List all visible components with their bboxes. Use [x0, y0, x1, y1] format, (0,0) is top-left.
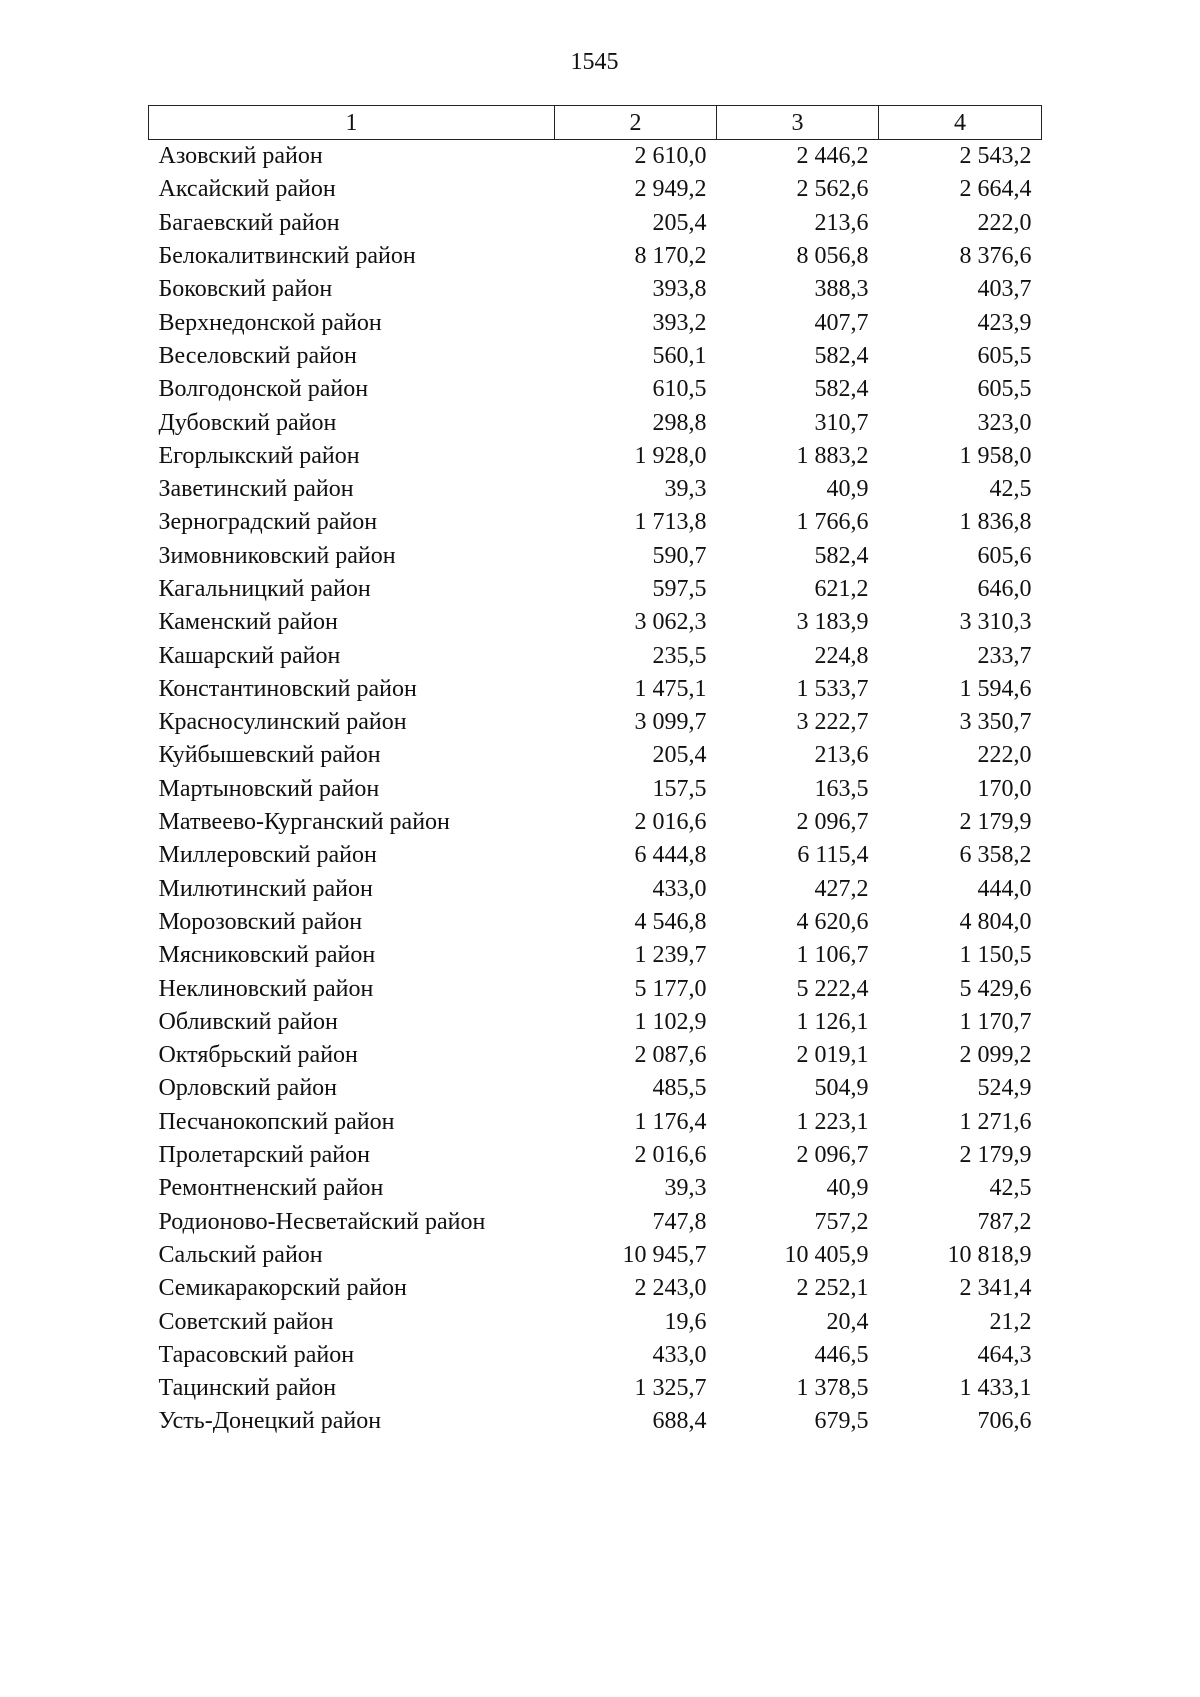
value-col-4: 21,2 — [989, 1308, 1032, 1335]
value-col-2: 39,3 — [664, 476, 707, 503]
district-name: Константиновский район — [158, 675, 417, 702]
district-name: Азовский район — [158, 143, 323, 170]
table-row — [149, 207, 1042, 240]
district-name: Милютинский район — [158, 875, 373, 902]
value-col-2: 4 546,8 — [634, 908, 707, 935]
table-row — [149, 1339, 1042, 1372]
value-col-3: 582,4 — [814, 542, 869, 569]
value-col-3: 40,9 — [826, 1175, 869, 1202]
value-col-4: 605,6 — [977, 542, 1032, 569]
value-col-3: 163,5 — [814, 775, 869, 802]
value-col-2: 3 099,7 — [634, 709, 707, 736]
value-col-3: 213,6 — [814, 742, 869, 769]
table-row — [149, 273, 1042, 306]
value-col-3: 1 106,7 — [796, 942, 869, 969]
value-col-2: 5 177,0 — [634, 975, 707, 1002]
value-col-3: 3 183,9 — [796, 609, 869, 636]
value-col-4: 464,3 — [977, 1341, 1032, 1368]
table-row — [149, 1006, 1042, 1039]
value-col-2: 485,5 — [652, 1075, 707, 1102]
value-col-4: 2 543,2 — [959, 143, 1032, 170]
district-name: Тарасовский район — [158, 1341, 355, 1368]
value-col-3: 20,4 — [826, 1308, 869, 1335]
district-name: Неклиновский район — [158, 975, 374, 1002]
value-col-4: 323,0 — [977, 409, 1032, 436]
district-name: Советский район — [158, 1308, 334, 1335]
column-header-3: 3 — [717, 106, 879, 140]
district-name: Орловский район — [158, 1075, 338, 1102]
value-col-3: 1 378,5 — [796, 1375, 869, 1402]
value-col-3: 2 019,1 — [796, 1042, 869, 1069]
value-col-4: 403,7 — [977, 276, 1032, 303]
value-col-2: 2 610,0 — [634, 143, 707, 170]
value-col-4: 524,9 — [977, 1075, 1032, 1102]
value-col-4: 3 350,7 — [959, 709, 1032, 736]
district-name: Зерноградский район — [158, 509, 378, 536]
value-col-2: 393,8 — [652, 276, 707, 303]
value-col-3: 5 222,4 — [796, 975, 869, 1002]
value-col-4: 6 358,2 — [959, 842, 1032, 869]
table-row — [149, 306, 1042, 339]
value-col-3: 1 533,7 — [796, 675, 869, 702]
table-row — [149, 1172, 1042, 1205]
district-name: Заветинский район — [158, 476, 354, 503]
value-col-4: 222,0 — [977, 742, 1032, 769]
value-col-2: 3 062,3 — [634, 609, 707, 636]
district-name: Ремонтненский район — [158, 1175, 384, 1202]
value-col-3: 2 252,1 — [796, 1275, 869, 1302]
value-col-4: 10 818,9 — [947, 1241, 1032, 1268]
table-row — [149, 340, 1042, 373]
table-row — [149, 939, 1042, 972]
district-name: Белокалитвинский район — [158, 243, 416, 270]
table-row — [149, 1239, 1042, 1272]
value-col-3: 3 222,7 — [796, 709, 869, 736]
value-col-4: 1 170,7 — [959, 1008, 1032, 1035]
value-col-3: 213,6 — [814, 209, 869, 236]
table-header — [149, 106, 1042, 140]
table-row — [149, 506, 1042, 539]
value-col-4: 222,0 — [977, 209, 1032, 236]
district-name: Багаевский район — [158, 209, 340, 236]
district-name: Матвеево-Курганский район — [158, 809, 450, 836]
table-row — [149, 906, 1042, 939]
value-col-3: 1 883,2 — [796, 442, 869, 469]
district-name: Веселовский район — [158, 342, 357, 369]
value-col-4: 706,6 — [977, 1408, 1032, 1435]
value-col-2: 2 016,6 — [634, 1142, 707, 1169]
value-col-2: 393,2 — [652, 309, 707, 336]
table-row — [149, 406, 1042, 439]
table-row — [149, 773, 1042, 806]
value-col-2: 298,8 — [652, 409, 707, 436]
value-col-3: 582,4 — [814, 376, 869, 403]
district-name: Кашарский район — [158, 642, 341, 669]
value-col-2: 1 325,7 — [634, 1375, 707, 1402]
value-col-2: 560,1 — [652, 342, 707, 369]
value-col-3: 2 096,7 — [796, 1142, 869, 1169]
data-table — [148, 105, 1042, 1439]
district-name: Усть-Донецкий район — [158, 1408, 382, 1435]
value-col-2: 597,5 — [652, 576, 707, 602]
value-col-3: 427,2 — [814, 875, 869, 902]
value-col-4: 1 958,0 — [959, 442, 1032, 469]
value-col-2: 1 928,0 — [634, 442, 707, 469]
value-col-4: 4 804,0 — [959, 908, 1032, 935]
district-name: Морозовский район — [158, 908, 363, 935]
district-name: Каменский район — [158, 609, 338, 636]
value-col-2: 2 949,2 — [634, 176, 707, 203]
district-name: Тацинский район — [158, 1375, 337, 1402]
value-col-3: 1 126,1 — [796, 1008, 869, 1035]
table-row — [149, 972, 1042, 1005]
value-col-2: 590,7 — [652, 542, 707, 569]
table-row — [149, 140, 1042, 174]
table-row — [149, 540, 1042, 573]
value-col-4: 1 433,1 — [959, 1375, 1032, 1402]
table-row — [149, 706, 1042, 739]
value-col-3: 8 056,8 — [796, 243, 869, 270]
value-col-2: 1 475,1 — [634, 675, 707, 702]
value-col-3: 4 620,6 — [796, 908, 869, 935]
value-col-2: 19,6 — [664, 1308, 707, 1335]
value-col-2: 2 087,6 — [634, 1042, 707, 1069]
table-row — [149, 440, 1042, 473]
district-name: Родионово-Несветайский район — [158, 1208, 486, 1235]
district-name: Мясниковский район — [158, 942, 376, 969]
value-col-2: 1 176,4 — [634, 1108, 707, 1135]
value-col-4: 787,2 — [977, 1208, 1032, 1235]
district-name: Красносулинский район — [158, 709, 407, 736]
value-col-4: 2 099,2 — [959, 1042, 1032, 1069]
district-name: Дубовский район — [158, 409, 337, 436]
value-col-2: 2 243,0 — [634, 1275, 707, 1302]
value-col-2: 6 444,8 — [634, 842, 707, 869]
value-col-4: 444,0 — [977, 875, 1032, 902]
table-row — [149, 1206, 1042, 1239]
value-col-4: 5 429,6 — [959, 975, 1032, 1002]
header-row — [149, 106, 1042, 140]
table-row — [149, 806, 1042, 839]
value-col-2: 8 170,2 — [634, 243, 707, 270]
value-col-4: 8 376,6 — [959, 243, 1032, 270]
district-name: Пролетарский район — [158, 1142, 370, 1169]
district-name: Волгодонской район — [158, 376, 369, 403]
value-col-4: 170,0 — [977, 775, 1032, 802]
district-name: Зимовниковский район — [158, 542, 396, 569]
value-col-2: 39,3 — [664, 1175, 707, 1202]
district-name: Боковский район — [158, 276, 333, 303]
table-row — [149, 873, 1042, 906]
value-col-3: 224,8 — [814, 642, 869, 669]
table-row — [149, 1072, 1042, 1105]
value-col-3: 1 766,6 — [796, 509, 869, 536]
table-row — [149, 606, 1042, 639]
table-row — [149, 473, 1042, 506]
value-col-2: 10 945,7 — [622, 1241, 707, 1268]
value-col-3: 2 562,6 — [796, 176, 869, 203]
value-col-4: 605,5 — [977, 376, 1032, 403]
value-col-4: 1 150,5 — [959, 942, 1032, 969]
value-col-4: 646,0 — [977, 576, 1032, 602]
value-col-3: 582,4 — [814, 342, 869, 369]
value-col-3: 1 223,1 — [796, 1108, 869, 1135]
value-col-2: 205,4 — [652, 742, 707, 769]
value-col-4: 1 836,8 — [959, 509, 1032, 536]
value-col-2: 1 239,7 — [634, 942, 707, 969]
district-name: Егорлыкский район — [158, 442, 360, 469]
value-col-4: 605,5 — [977, 342, 1032, 369]
district-name: Куйбышевский район — [158, 742, 381, 769]
table-row — [149, 1305, 1042, 1338]
column-header-2: 2 — [555, 106, 717, 140]
value-col-4: 42,5 — [989, 1175, 1032, 1202]
value-col-3: 757,2 — [814, 1208, 869, 1235]
district-name: Верхнедонской район — [158, 309, 382, 336]
district-name: Обливский район — [158, 1008, 338, 1035]
table-row — [149, 373, 1042, 406]
table-row — [149, 1139, 1042, 1172]
value-col-3: 40,9 — [826, 476, 869, 503]
table-row — [149, 1405, 1042, 1438]
value-col-3: 407,7 — [814, 309, 869, 336]
value-col-3: 388,3 — [814, 276, 869, 303]
value-col-3: 2 096,7 — [796, 809, 869, 836]
value-col-2: 433,0 — [652, 875, 707, 902]
value-col-4: 1 271,6 — [959, 1108, 1032, 1135]
table-row — [149, 639, 1042, 672]
value-col-2: 610,5 — [652, 376, 707, 403]
column-header-1: 1 — [149, 106, 555, 140]
value-col-4: 423,9 — [977, 309, 1032, 336]
value-col-4: 2 664,4 — [959, 176, 1032, 203]
value-col-3: 310,7 — [814, 409, 869, 436]
value-col-2: 2 016,6 — [634, 809, 707, 836]
value-col-3: 2 446,2 — [796, 143, 869, 170]
table-row — [149, 1272, 1042, 1305]
table-row — [149, 1372, 1042, 1405]
value-col-4: 2 179,9 — [959, 1142, 1032, 1169]
value-col-3: 446,5 — [814, 1341, 869, 1368]
value-col-2: 157,5 — [652, 775, 707, 802]
value-col-2: 1 713,8 — [634, 509, 707, 536]
value-col-3: 621,2 — [814, 576, 869, 602]
value-col-2: 688,4 — [652, 1408, 707, 1435]
value-col-2: 235,5 — [652, 642, 707, 669]
district-name: Песчанокопский район — [158, 1108, 395, 1135]
table-row — [149, 739, 1042, 772]
table-row — [149, 1106, 1042, 1139]
district-name: Аксайский район — [158, 176, 336, 203]
table-row — [149, 1039, 1042, 1072]
value-col-4: 2 179,9 — [959, 809, 1032, 836]
value-col-3: 679,5 — [814, 1408, 869, 1435]
table-row — [149, 573, 1042, 606]
table-row — [149, 673, 1042, 706]
value-col-2: 747,8 — [652, 1208, 707, 1235]
value-col-2: 1 102,9 — [634, 1008, 707, 1035]
value-col-2: 205,4 — [652, 209, 707, 236]
district-name: Октябрьский район — [158, 1042, 358, 1069]
value-col-2: 433,0 — [652, 1341, 707, 1368]
value-col-3: 504,9 — [814, 1075, 869, 1102]
value-col-4: 42,5 — [989, 476, 1032, 503]
value-col-4: 2 341,4 — [959, 1275, 1032, 1302]
value-col-4: 1 594,6 — [959, 675, 1032, 702]
district-name: Сальский район — [158, 1241, 323, 1268]
page-number: 1545 — [570, 49, 619, 75]
district-name: Миллеровский район — [158, 842, 377, 869]
value-col-3: 10 405,9 — [784, 1241, 869, 1268]
district-name: Мартыновский район — [158, 775, 380, 802]
value-col-4: 3 310,3 — [959, 609, 1032, 636]
table-row — [149, 173, 1042, 206]
table-body — [149, 140, 1042, 1439]
table-row — [149, 839, 1042, 872]
value-col-3: 6 115,4 — [797, 842, 869, 869]
table-row — [149, 240, 1042, 273]
district-name: Кагальницкий район — [158, 576, 371, 602]
column-header-4: 4 — [879, 106, 1042, 140]
value-col-4: 233,7 — [977, 642, 1032, 669]
district-name: Семикаракорский район — [158, 1275, 407, 1302]
